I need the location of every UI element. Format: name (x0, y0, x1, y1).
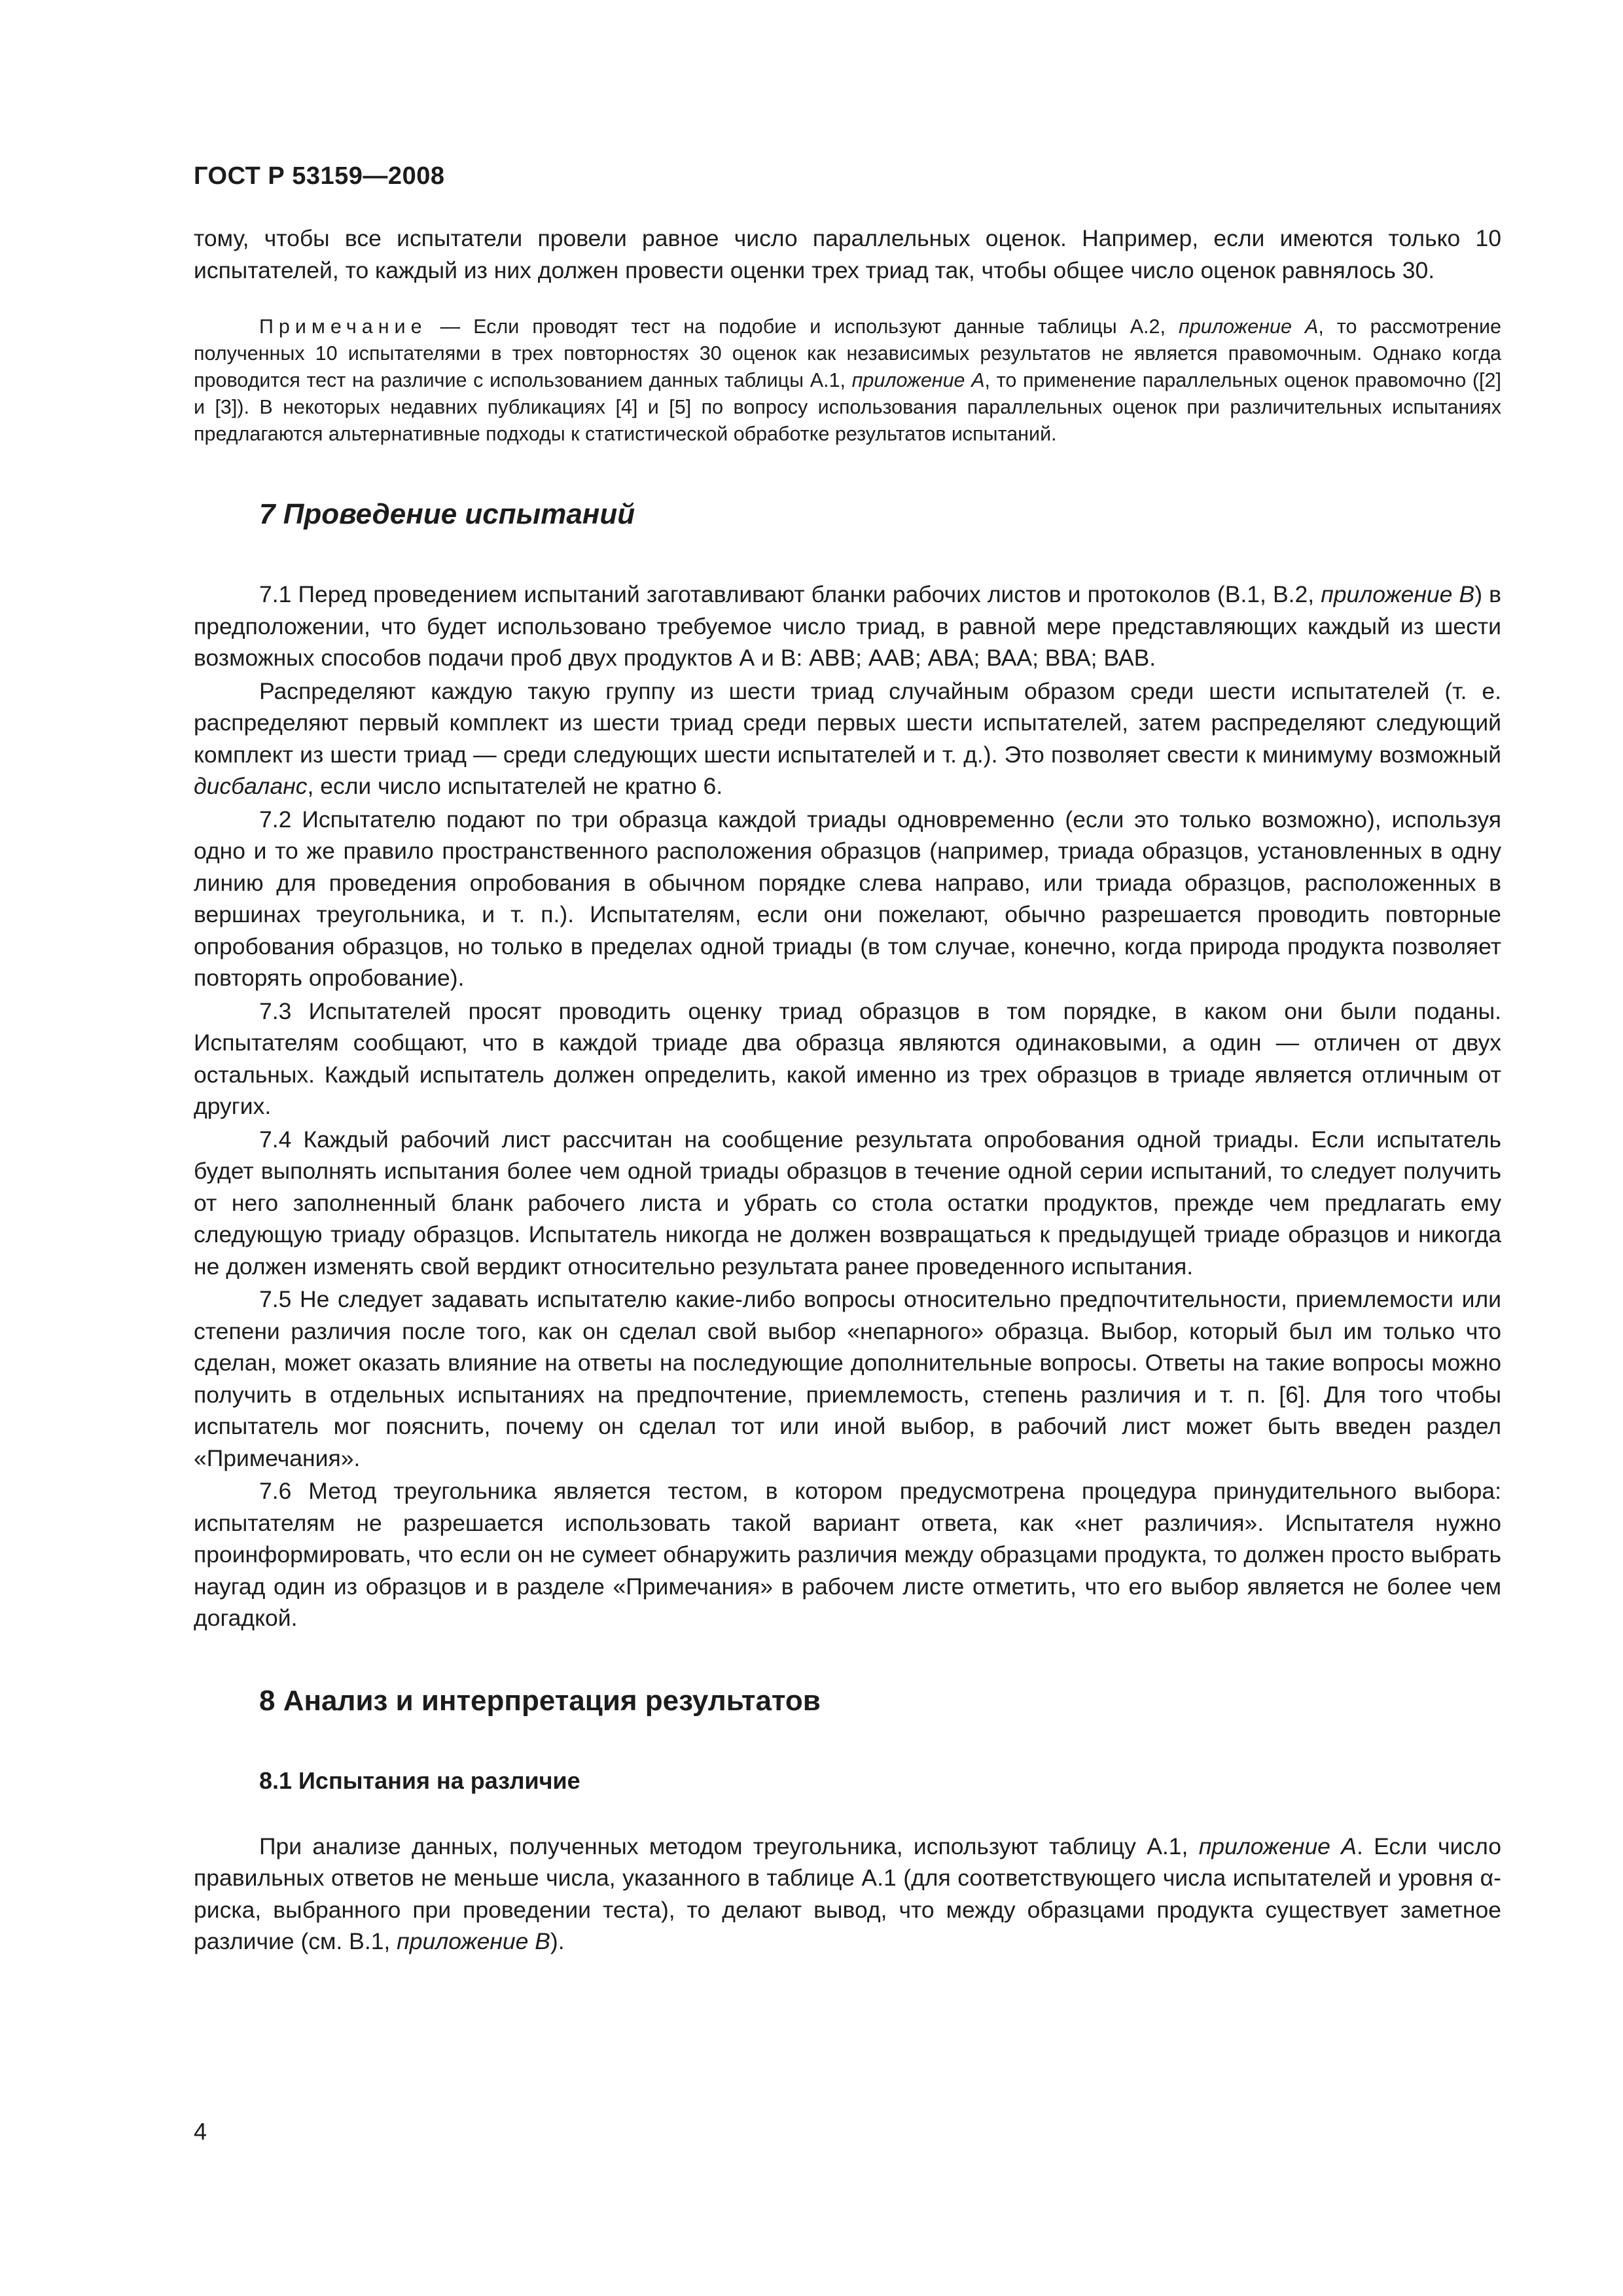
p81-text-c: ). (550, 1928, 565, 1954)
p71b-text-a: Распределяют каждую такую группу из шести триад случайным образом среди шести испытателей (т. е. распределяют первый комплект из шести триад среди первых шести испытателей, затем распределяют следующий комплект из шести триад — среди следующих шести испытателей и т. д.). Это позволяет свести к минимуму возможный (194, 677, 1501, 768)
p71-text-a: 7.1 Перед проведением испытаний заготавливают бланки рабочих листов и протоколов (В.1, В.2, (259, 581, 1321, 607)
p81-text-a: При анализе данных, полученных методом треугольника, используют таблицу А.1, (259, 1833, 1199, 1859)
paragraph-7-4: 7.4 Каждый рабочий лист рассчитан на сообщение результата опробования одной триады. Если испытатель будет выполнять испытания более чем одной триады образцов в течение одной серии испытаний, то следует получить от него заполненный бланк рабочего листа и убрать со стола остатки продуктов, прежде чем предлагать ему следующую триаду образцов. Испытатель никогда не должен возвращаться к предыдущей триаде образцов и никогда не должен изменять свой вердикт относительно результата ранее проведенного испытания. (194, 1126, 1501, 1280)
p71-text-b: ) в предположении, что будет использовано требуемое число триад, в равной мере представляющих каждый из шести возможных способов подачи проб двух продуктов А и В: АВВ; ААВ; АВА; ВАА; ВВА; ВАВ. (194, 581, 1501, 671)
paragraph-7-2: 7.2 Испытателю подают по три образца каждой триады одновременно (если это только возможно), используя одно и то же правило пространственного расположения образцов (например, триада образцов, установленных в одну линию для проведения опробования в обычном порядке слева направо, или триада образцов, расположенных в вершинах треугольника, и т. п.). Испытателям, если они пожелают, обычно разрешается проводить повторные опробования образцов, но только в пределах одной триады (в том случае, конечно, когда природа продукта позволяет повторять опробование). (194, 806, 1501, 991)
paragraph-7-1 (194, 579, 1501, 674)
section-7-heading: 7 Проведение испытаний (259, 498, 635, 530)
subsection-8-1-heading: 8.1 Испытания на различие (259, 1767, 580, 1794)
paragraph-7-5: 7.5 Не следует задавать испытателю какие-либо вопросы относительно предпочтительности, приемлемости или степени различия после того, как он сделал свой выбор «непарного» образца. Выбор, который был им только что сделан, может оказать влияние на ответы на последующие дополнительные вопросы. Ответы на такие вопросы можно получить в отдельных испытаниях на предпочтение, приемлемость, степень различия и т. п. [6]. Для того чтобы испытатель мог пояснить, почему он сделал тот или иной выбор, в рабочий лист может быть введен раздел «Примечания». (194, 1286, 1501, 1471)
paragraph-7-1-continued (194, 675, 1501, 802)
paragraph-7-3: 7.3 Испытателей просят проводить оценку триад образцов в том порядке, в каком они были поданы. Испытателям сообщают, что в каждой триаде два образца являются одинаковыми, а один — отличен от двух остальных. Каждый испытатель должен определить, какой именно из трех образцов в триаде является отличным от других. (194, 997, 1501, 1119)
note-text-1: — Если проводят тест на подобие и используют данные таблицы А.2, (440, 315, 1179, 338)
note-label: Примечание (259, 315, 427, 338)
intro-paragraph: тому, чтобы все испытатели провели равное число параллельных оценок. Например, если имеются только 10 испытателей, то каждый из них должен провести оценки трех триад так, чтобы общее число оценок равнялось 30. (194, 225, 1501, 283)
section-8-heading: 8 Анализ и интерпретация результатов (259, 1684, 821, 1717)
page-number: 4 (194, 2118, 207, 2145)
p81-ref-1: приложение А (1198, 1833, 1357, 1859)
p71b-text-b: , если число испытателей не кратно 6. (307, 773, 723, 799)
document-header: ГОСТ Р 53159—2008 (194, 162, 445, 190)
note-text-3: , то применение параллельных оценок правомочно ([2] и [3]). В некоторых недавних публикациях [4] и [5] по вопросу использования параллельных оценок при различительных испытаниях предлагаются альтернативные подходы к статистической обработке результатов испытаний. (194, 369, 1501, 445)
document-body (194, 223, 1501, 1958)
p81-text-b: . Если число правильных ответов не меньше числа, указанного в таблице А.1 (для соответствующего числа испытателей и уровня α-риска, выбранного при проведении теста), то делают вывод, что между образцами продукта существует заметное различие (см. В.1, (194, 1833, 1501, 1954)
note-text-2: , то рассмотрение полученных 10 испытателями в трех повторностях 30 оценок как независимых результатов не является правомочным. Однако когда проводится тест на различие с использованием данных таблицы А.1, (194, 315, 1501, 391)
p71b-emphasis: дисбаланс (194, 773, 308, 799)
note-paragraph (194, 314, 1501, 448)
note-ref-2: приложение А (851, 369, 985, 391)
note-ref-1: приложение А (1179, 315, 1319, 338)
p71-ref: приложение В (1321, 581, 1475, 607)
paragraph-7-6: 7.6 Метод треугольника является тестом, в котором предусмотрена процедура принудительного выбора: испытателям не разрешается использовать такой вариант ответа, как «нет различия». Испытателя нужно проинформировать, что если он не сумеет обнаружить различия между образцами продукта, то должен просто выбрать наугад один из образцов и в разделе «Примечания» в рабочем листе отметить, что его выбор является не более чем догадкой. (194, 1478, 1501, 1631)
paragraph-8-1 (194, 1831, 1501, 1958)
p81-ref-2: приложение В (397, 1928, 550, 1954)
